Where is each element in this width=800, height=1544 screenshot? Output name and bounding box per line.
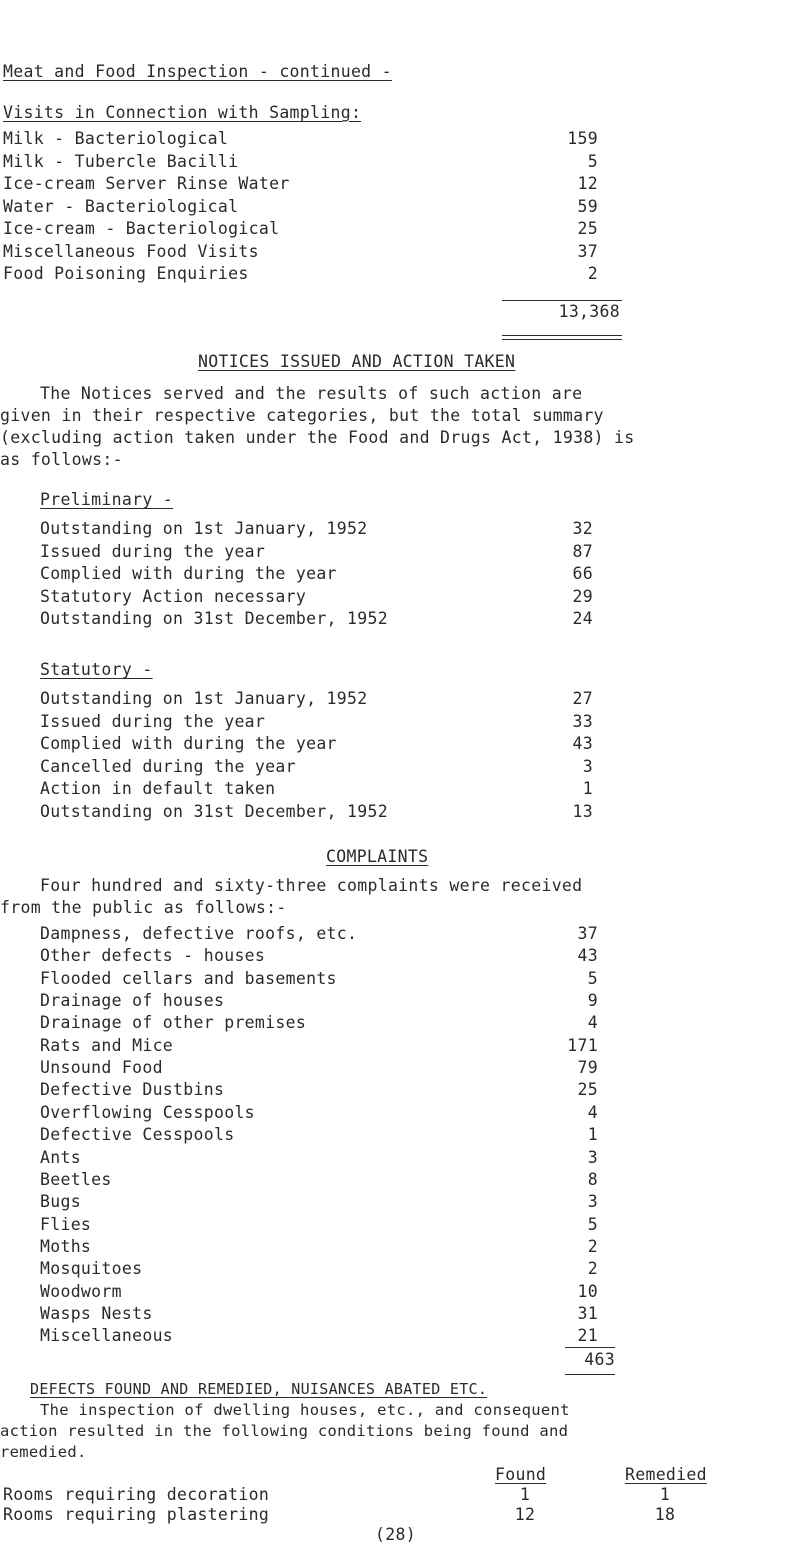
preliminary-value: 29 bbox=[572, 586, 593, 606]
preliminary-row bbox=[40, 607, 593, 630]
complaint-label: Bugs bbox=[40, 1192, 81, 1212]
defects-found: 12 bbox=[514, 1504, 536, 1524]
statutory-heading: Statutory - bbox=[40, 660, 153, 679]
notices-intro-line: The Notices served and the results of such action are bbox=[40, 384, 583, 403]
complaint-label: Mosquitoes bbox=[40, 1259, 143, 1279]
notices-heading: NOTICES ISSUED AND ACTION TAKEN bbox=[198, 352, 516, 371]
preliminary-label: Statutory Action necessary bbox=[40, 586, 307, 606]
preliminary-label: Outstanding on 31st December, 1952 bbox=[40, 609, 388, 628]
preliminary-label: Complied with during the year bbox=[40, 564, 337, 583]
statutory-value: 27 bbox=[572, 689, 593, 708]
preliminary-value: 24 bbox=[572, 609, 593, 628]
defects-found: 1 bbox=[519, 1484, 531, 1504]
sampling-value: 25 bbox=[577, 219, 598, 238]
defects-col-found: Found bbox=[495, 1464, 547, 1484]
statutory-label: Action in default taken bbox=[40, 779, 276, 798]
complaint-value: 2 bbox=[587, 1259, 598, 1279]
notices-intro-line: given in their respective categories, but the total summary bbox=[0, 406, 604, 425]
complaint-row bbox=[40, 1257, 598, 1280]
sampling-row bbox=[3, 240, 598, 263]
complaint-row bbox=[40, 967, 598, 990]
sampling-label: Ice-cream Server Rinse Water bbox=[3, 174, 290, 193]
sampling-value: 5 bbox=[587, 151, 598, 171]
sampling-label: Ice-cream - Bacteriological bbox=[3, 219, 280, 238]
complaint-row bbox=[40, 1190, 598, 1213]
statutory-value: 33 bbox=[572, 711, 593, 731]
complaint-value: 171 bbox=[567, 1035, 598, 1055]
complaint-value: 31 bbox=[577, 1303, 598, 1323]
defects-remedied: 1 bbox=[659, 1484, 671, 1504]
complaint-value: 43 bbox=[577, 946, 598, 966]
statutory-row bbox=[40, 687, 593, 710]
sampling-label: Milk - Tubercle Bacilli bbox=[3, 151, 239, 171]
notices-intro-line: as follows:- bbox=[0, 450, 123, 469]
sampling-value: 37 bbox=[577, 241, 598, 261]
complaint-value: 79 bbox=[577, 1058, 598, 1078]
complaint-row bbox=[40, 1056, 598, 1079]
statutory-label: Issued during the year bbox=[40, 711, 266, 731]
complaint-label: Rats and Mice bbox=[40, 1035, 174, 1055]
statutory-label: Cancelled during the year bbox=[40, 756, 296, 776]
sampling-total: 13,368 bbox=[558, 302, 620, 321]
complaint-row bbox=[40, 944, 598, 967]
preliminary-value: 87 bbox=[572, 541, 593, 561]
complaint-label: Woodworm bbox=[40, 1281, 122, 1301]
sampling-row bbox=[3, 150, 598, 173]
notices-intro bbox=[0, 383, 800, 471]
complaint-value: 25 bbox=[577, 1080, 598, 1100]
sampling-value: 159 bbox=[567, 129, 598, 148]
statutory-row bbox=[40, 732, 593, 755]
sampling-label: Milk - Bacteriological bbox=[3, 129, 229, 148]
statutory-row bbox=[40, 710, 593, 733]
complaint-row bbox=[40, 922, 598, 945]
sampling-value: 12 bbox=[577, 174, 598, 193]
complaint-row bbox=[40, 1123, 598, 1146]
complaint-row bbox=[40, 1168, 598, 1191]
sampling-value: 59 bbox=[577, 196, 598, 216]
complaint-row bbox=[40, 1034, 598, 1057]
statutory-label: Complied with during the year bbox=[40, 734, 337, 753]
complaint-row bbox=[40, 1324, 598, 1347]
preliminary-row bbox=[40, 517, 593, 540]
notices-intro-line: (excluding action taken under the Food and Drugs Act, 1938) is bbox=[0, 428, 635, 447]
sampling-label: Water - Bacteriological bbox=[3, 196, 239, 216]
complaint-value: 37 bbox=[577, 924, 598, 943]
page-number: (28) bbox=[375, 1524, 416, 1544]
sampling-row bbox=[3, 217, 598, 240]
complaint-label: Drainage of houses bbox=[40, 991, 225, 1011]
preliminary-value: 66 bbox=[572, 564, 593, 583]
complaint-value: 5 bbox=[587, 1214, 598, 1234]
preliminary-label: Issued during the year bbox=[40, 541, 266, 561]
complaint-label: Other defects - houses bbox=[40, 946, 266, 966]
complaint-label: Dampness, defective roofs, etc. bbox=[40, 924, 358, 943]
defects-remedied: 18 bbox=[654, 1504, 676, 1524]
defects-row bbox=[0, 1503, 800, 1526]
sampling-total-rule-bottom bbox=[502, 335, 622, 336]
complaint-row bbox=[40, 989, 598, 1012]
defects-col-remedied: Remedied bbox=[625, 1464, 707, 1484]
sampling-heading: Visits in Connection with Sampling: bbox=[3, 103, 362, 122]
statutory-row bbox=[40, 755, 593, 778]
defects-intro bbox=[0, 1400, 800, 1463]
page-header: Meat and Food Inspection - continued - bbox=[3, 62, 392, 81]
complaint-label: Moths bbox=[40, 1236, 92, 1256]
complaint-value: 3 bbox=[587, 1147, 598, 1167]
complaint-value: 8 bbox=[587, 1169, 598, 1189]
complaints-total: 463 bbox=[584, 1349, 615, 1369]
statutory-value: 3 bbox=[582, 756, 593, 776]
sampling-total-rule-bottom-2 bbox=[502, 339, 622, 340]
complaints-heading: COMPLAINTS bbox=[326, 847, 429, 866]
complaint-value: 4 bbox=[587, 1013, 598, 1033]
defects-label: Rooms requiring plastering bbox=[3, 1504, 270, 1524]
sampling-total-rule-top bbox=[502, 300, 622, 301]
complaints-intro bbox=[0, 875, 800, 919]
defects-intro-line: remedied. bbox=[0, 1442, 87, 1461]
defects-intro-line: The inspection of dwelling houses, etc., and consequent bbox=[40, 1400, 570, 1419]
complaint-value: 5 bbox=[587, 968, 598, 988]
complaint-label: Ants bbox=[40, 1147, 81, 1167]
complaints-intro-line: Four hundred and sixty-three complaints were received bbox=[40, 876, 583, 895]
sampling-row bbox=[3, 127, 598, 150]
complaint-value: 21 bbox=[577, 1326, 598, 1346]
complaint-value: 9 bbox=[587, 991, 598, 1011]
statutory-row bbox=[40, 777, 593, 800]
defects-label: Rooms requiring decoration bbox=[3, 1484, 270, 1504]
defects-heading: DEFECTS FOUND AND REMEDIED, NUISANCES ABATED ETC. bbox=[30, 1379, 488, 1398]
defects-intro-line: action resulted in the following conditions being found and bbox=[0, 1421, 569, 1440]
complaint-row bbox=[40, 1280, 598, 1303]
complaint-row bbox=[40, 1213, 598, 1236]
complaints-total-rule-bottom bbox=[565, 1374, 615, 1375]
sampling-row bbox=[3, 262, 598, 285]
preliminary-label: Outstanding on 1st January, 1952 bbox=[40, 519, 368, 538]
sampling-row bbox=[3, 195, 598, 218]
complaints-total-rule-top bbox=[565, 1347, 615, 1348]
complaint-label: Unsound Food bbox=[40, 1058, 163, 1078]
complaint-label: Miscellaneous bbox=[40, 1326, 174, 1346]
sampling-label: Miscellaneous Food Visits bbox=[3, 241, 259, 261]
complaint-label: Flies bbox=[40, 1214, 92, 1234]
sampling-row bbox=[3, 172, 598, 195]
complaint-value: 1 bbox=[587, 1125, 598, 1145]
statutory-label: Outstanding on 1st January, 1952 bbox=[40, 689, 368, 708]
complaints-intro-line: from the public as follows:- bbox=[0, 898, 287, 917]
complaint-row bbox=[40, 1101, 598, 1124]
complaint-label: Wasps Nests bbox=[40, 1303, 153, 1323]
preliminary-row bbox=[40, 562, 593, 585]
complaint-row bbox=[40, 1302, 598, 1325]
complaint-label: Drainage of other premises bbox=[40, 1013, 307, 1033]
complaint-value: 4 bbox=[587, 1102, 598, 1122]
preliminary-value: 32 bbox=[572, 519, 593, 538]
complaint-label: Defective Dustbins bbox=[40, 1080, 225, 1100]
preliminary-row bbox=[40, 585, 593, 608]
complaint-value: 10 bbox=[577, 1281, 598, 1301]
complaint-value: 2 bbox=[587, 1236, 598, 1256]
statutory-label: Outstanding on 31st December, 1952 bbox=[40, 801, 388, 821]
statutory-value: 1 bbox=[582, 779, 593, 798]
complaint-label: Defective Cesspools bbox=[40, 1125, 235, 1145]
preliminary-heading: Preliminary - bbox=[40, 490, 174, 509]
complaint-label: Flooded cellars and basements bbox=[40, 968, 337, 988]
sampling-label: Food Poisoning Enquiries bbox=[3, 264, 249, 283]
complaint-row bbox=[40, 1146, 598, 1169]
statutory-value: 13 bbox=[572, 801, 593, 821]
preliminary-row bbox=[40, 540, 593, 563]
statutory-row bbox=[40, 800, 593, 823]
statutory-value: 43 bbox=[572, 734, 593, 753]
complaint-row bbox=[40, 1011, 598, 1034]
complaint-value: 3 bbox=[587, 1192, 598, 1212]
complaint-row bbox=[40, 1078, 598, 1101]
complaint-label: Beetles bbox=[40, 1169, 112, 1189]
sampling-value: 2 bbox=[587, 264, 598, 283]
complaint-row bbox=[40, 1235, 598, 1258]
complaint-label: Overflowing Cesspools bbox=[40, 1102, 255, 1122]
